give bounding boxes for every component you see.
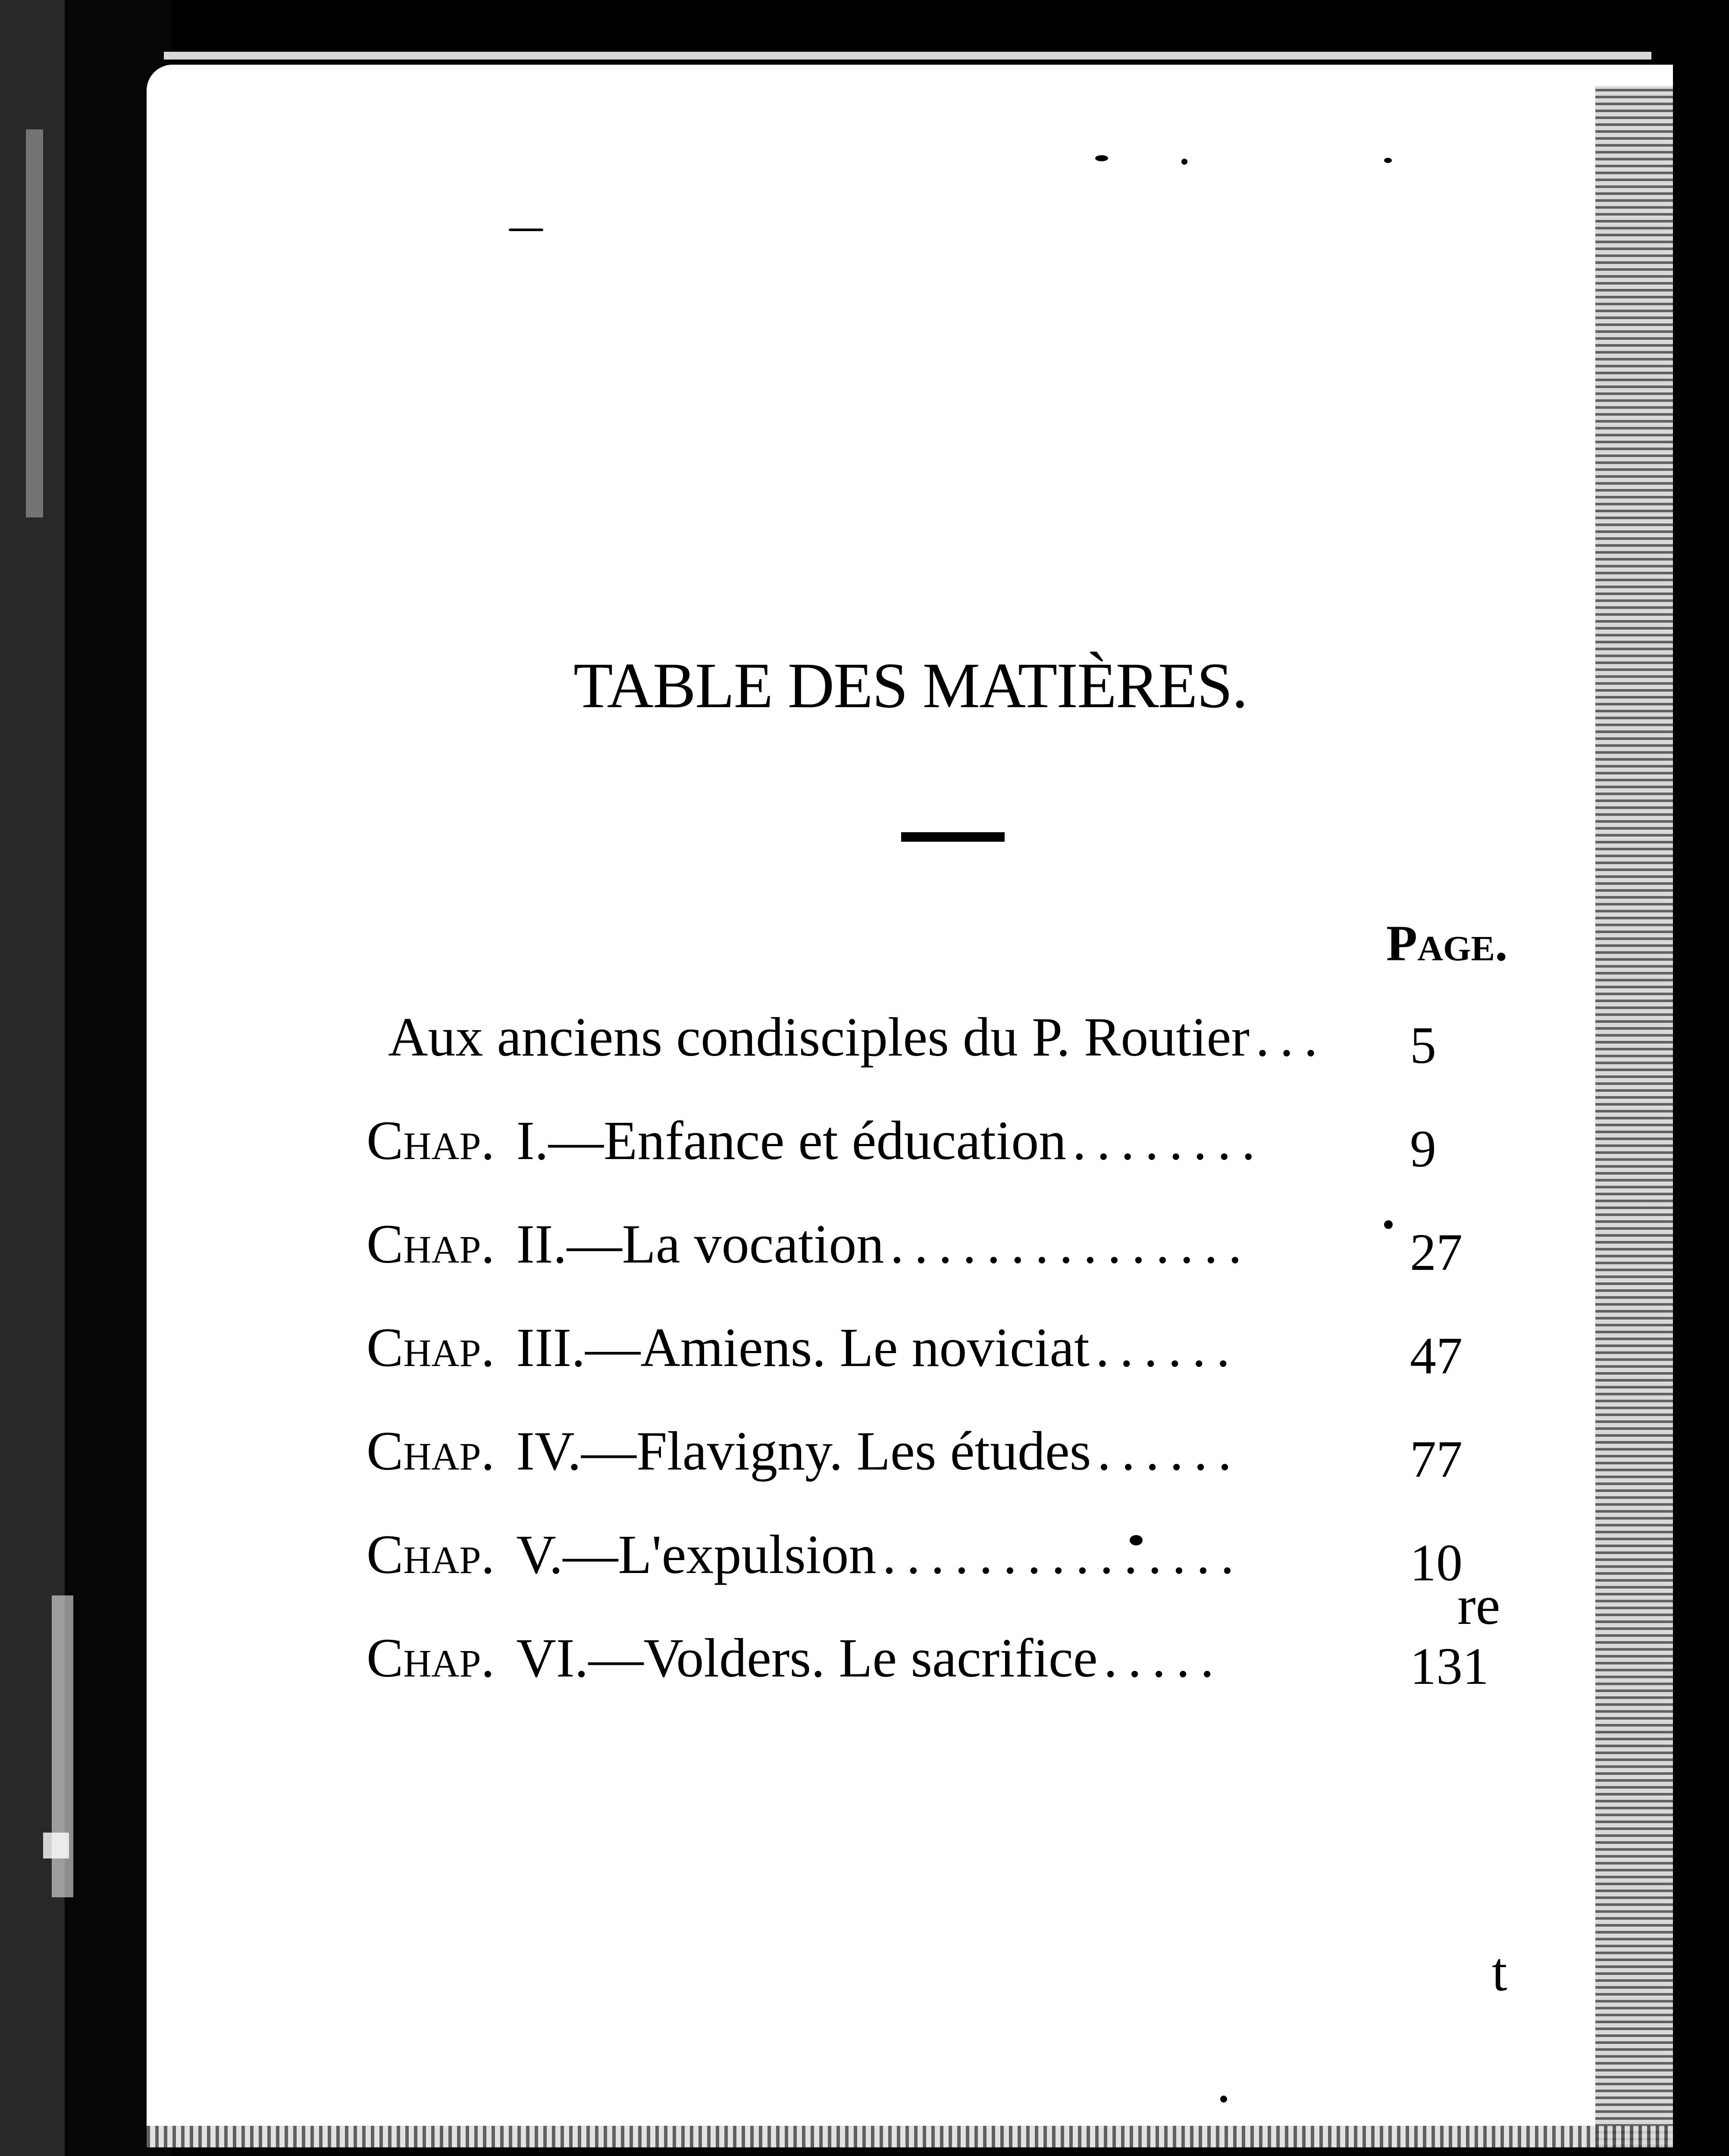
toc-entry <box>366 1207 1371 1281</box>
toc-chapter-numeral: II. <box>516 1213 567 1275</box>
toc-page-number: 10 <box>1410 1534 1463 1592</box>
toc-dot-leader: ..... <box>1103 1627 1225 1689</box>
toc-entry <box>366 1311 1371 1384</box>
toc-entry <box>366 1000 1371 1074</box>
toc-chapter-label: Chap. <box>366 1420 495 1482</box>
toc-entry-title: —Flavigny. Les études <box>581 1420 1091 1482</box>
toc-row <box>366 1518 1539 1621</box>
page-column-label: Page. <box>1386 915 1508 971</box>
toc-entry <box>366 1518 1371 1591</box>
toc-dot-leader: ............... <box>882 1524 1245 1585</box>
margin-fragment: t <box>1492 1941 1507 2002</box>
toc-chapter-numeral: III. <box>516 1317 586 1378</box>
toc-chapter-label: Chap. <box>366 1213 495 1275</box>
page-edge-top <box>164 52 1651 60</box>
toc-dot-leader: ...... <box>1095 1317 1240 1378</box>
scan-noise-right <box>1595 86 1673 2147</box>
dust-speck <box>509 229 543 231</box>
toc-page-number: 9 <box>1410 1120 1436 1178</box>
toc-dot-leader: ...... <box>1097 1420 1242 1482</box>
toc-chapter-numeral: V. <box>516 1524 563 1585</box>
toc-row <box>366 1414 1539 1518</box>
dust-speck <box>1384 158 1392 163</box>
toc-chapter-label: Chap. <box>366 1524 495 1585</box>
toc-entry <box>366 1414 1371 1488</box>
toc-chapter-label: Chap. <box>366 1110 495 1171</box>
toc-page-number: 131 <box>1410 1637 1489 1695</box>
toc-entry-title: Aux anciens condisciples du P. Routier <box>388 1006 1250 1068</box>
toc-dot-leader: ............... <box>890 1213 1253 1275</box>
toc-entry <box>366 1621 1371 1695</box>
dust-speck <box>1181 159 1187 165</box>
toc-page-number: 47 <box>1410 1327 1463 1385</box>
toc-row <box>366 1104 1539 1207</box>
page-title: TABLE DES MATIÈRES. <box>573 650 1247 721</box>
toc-page-number: 27 <box>1410 1223 1463 1282</box>
toc-row <box>366 1621 1539 1725</box>
toc-entry-title: —Amiens. Le noviciat <box>585 1317 1090 1378</box>
dust-speck <box>1220 2096 1227 2103</box>
title-rule <box>901 832 1005 842</box>
toc-chapter-label: Chap. <box>366 1317 495 1378</box>
toc-row <box>366 1207 1539 1311</box>
toc-chapter-label: Chap. <box>366 1627 495 1689</box>
toc-entry-title: —Enfance et éducation <box>548 1110 1067 1171</box>
toc-row <box>366 1311 1539 1414</box>
toc-chapter-numeral: I. <box>516 1110 549 1171</box>
scan-noise-bottom <box>147 2126 1673 2147</box>
dust-speck <box>1095 155 1108 161</box>
toc-dot-leader: ... <box>1255 1006 1328 1068</box>
toc-chapter-numeral: IV. <box>516 1420 581 1482</box>
toc-entry <box>366 1104 1371 1177</box>
margin-fragment: re <box>1457 1575 1500 1636</box>
toc-page-number: 77 <box>1410 1430 1463 1489</box>
spine-speck <box>43 1833 69 1858</box>
toc-row <box>366 1000 1539 1104</box>
toc-page-number: 5 <box>1410 1016 1436 1075</box>
toc-entry-title: —La vocation <box>567 1213 884 1275</box>
spine-speck <box>26 129 43 517</box>
toc-chapter-numeral: VI. <box>516 1627 589 1689</box>
toc-dot-leader: ........ <box>1072 1110 1266 1171</box>
table-of-contents <box>366 1000 1539 1725</box>
toc-entry-title: —L'expulsion <box>563 1524 877 1585</box>
toc-entry-title: —Volders. Le sacrifice <box>588 1627 1098 1689</box>
